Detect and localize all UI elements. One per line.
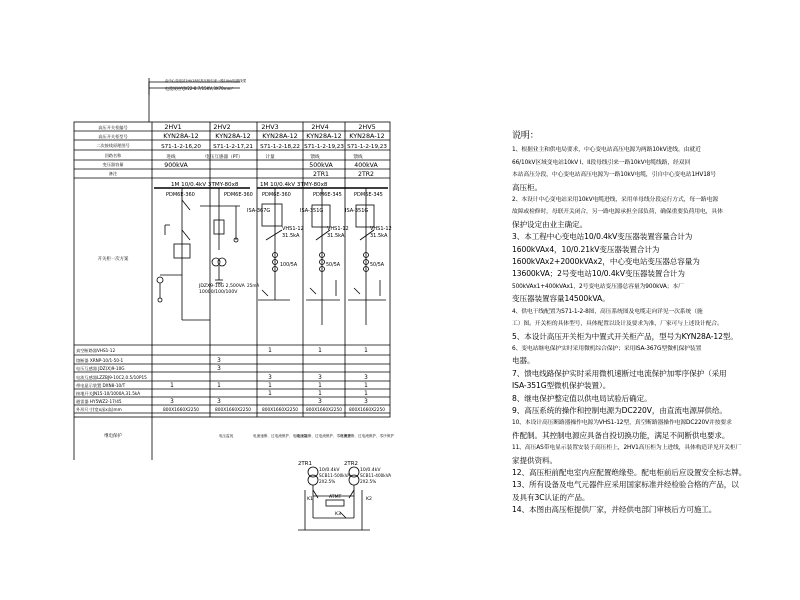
note-line: 保护设定由业主确定。 (512, 219, 587, 229)
col3-scheme: S71-1-2-18,22 (260, 144, 300, 150)
feeder-note-line1: 由中心变电站1HV18号高压柜引来一路10kV电源线缆 (165, 79, 246, 83)
tr1-spec-2: 2X2.5% (319, 479, 336, 484)
isa-label-2: ISA-351G (300, 208, 324, 214)
busbar-label-1: 1M 10/0.4kV 3TMY-80x8 (171, 182, 239, 188)
col3-code: 2HV3 (261, 123, 279, 131)
header-capacity: 变压器容量 (102, 162, 124, 167)
protection-col2: 电压监视 (218, 434, 234, 438)
equip-val-6-1: 3 (217, 399, 221, 405)
note-line: 1600kVAx4，10/0.21kV变压器装置合计为 (512, 244, 660, 254)
note-line: 66/10kV区域变电站10kV I、II段母线引来一路10kV电缆线路，经双回 (512, 159, 691, 166)
equip-name-3: 电流互感器LZZBJ9-10C2,0.5/10P15 (76, 375, 147, 380)
pt-label-2: 10000/100/100V (199, 290, 238, 295)
equip-val-0-2: 1 (268, 348, 272, 354)
incomer-circuit (157, 188, 210, 320)
equip-val-3-2: 3 (268, 375, 272, 381)
col5-capacity: 400kVA (354, 162, 378, 169)
equip-val-3-3: 3 (318, 375, 322, 381)
k3-label: K3 (335, 512, 341, 517)
equip-val-7-4: 800X1660X2250 (349, 408, 385, 413)
note-line: 1、根据业主和供电局要求，中心变电站高压电源为两路10kV进线，由就近 (512, 147, 701, 154)
tr2-label: 2TR2 (344, 461, 358, 467)
isa-label-1: ISA-367G (247, 208, 271, 214)
note-line: 12、高压柜前配电室内应配置绝缘垫。配电柜前后应设置安全标志牌。 (512, 467, 747, 477)
tr1-spec-1: SCB11-500kVA (319, 473, 351, 478)
note-line: 变压器装置容量14500kVA。 (512, 294, 610, 304)
note-line: 9、高压系统的操作和控制电源为DC220V，由直流电源屏供给。 (512, 405, 727, 415)
equip-name-1: 熔断器 XRNP-10/1-50-1 (76, 358, 124, 363)
header-remark: 备注 (108, 171, 118, 176)
vhs-label-2: VHS1-12 (327, 226, 349, 232)
equip-name-4: 带电显示装置 DXN8-10/T (76, 383, 126, 388)
col5-name: 馈线 (353, 155, 363, 160)
equip-val-5-2: 1 (268, 391, 272, 397)
col1-code: 2HV1 (164, 123, 182, 131)
note-line: 6、变电站继电保护实时采用微机综合保护；采用ISA-367G型微机保护装置 (512, 345, 702, 352)
pdm-label-3: PDM6E-360 (262, 192, 291, 198)
note-line: 工）图。开关柜的具体型号，具体配置以设计及要求为准，厂家可与上述设计配合。 (512, 321, 723, 328)
note-line: 本站高压分段，中心变电站高压电源为一路10kV电缆，引自中心变电站1HV18号 (512, 172, 717, 179)
note-line: 高压柜。 (512, 182, 542, 192)
protection-col3: 电流速断、过电流保护、电能计量 (253, 434, 307, 438)
pdm-label-4: PDM6E-345 (313, 192, 342, 198)
equip-val-4-0: 1 (170, 383, 174, 389)
note-line: 7、馈电线路保护实时采用微机速断过电流保护加零序保护（采用 (512, 368, 727, 378)
ct-label-1: 100/5A (280, 263, 298, 268)
busbar-label-2: 1M 10/0.4kV 3TMY-80x8 (260, 182, 328, 188)
note-line: 件配制。其控制电源应具备自投切换功能，满足不间断供电要求。 (512, 430, 730, 440)
equip-val-6-0: 3 (170, 399, 174, 405)
note-line: 500kVAx1+400kVAx1，2号变电站变压器总容量为900kVA；本厂 (512, 283, 684, 290)
note-line: 故障或检修时，母联开关闭合，另一路电源承担全部负荷，确保重要负荷用电，具体 (512, 209, 723, 216)
equip-val-2-1: 3 (217, 366, 221, 372)
protection-col4: 电流速断、过电流保护、零序保护 (297, 434, 351, 438)
col1-scheme: S71-1-2-16,20 (161, 144, 201, 150)
col4-code: 2HV4 (311, 123, 329, 131)
equip-val-1-1: 3 (217, 358, 221, 364)
pt-current: 25mA (247, 283, 260, 288)
equip-val-0-4: 1 (364, 348, 368, 354)
note-line: 13、所有设备及电气元器件应采用国家标准并经检验合格的产品，以 (512, 480, 739, 490)
equip-val-5-3: 1 (318, 391, 322, 397)
metering-circuit (258, 188, 290, 300)
note-line: 14、本图由高压柜提供厂家，并经供电部门审核后方可施工。 (512, 505, 717, 515)
feeder-note-line2: 电缆规格YJV22-8.7/15KV,3X70mm² (165, 86, 234, 91)
col2-scheme: S71-1-2-17,21 (213, 144, 253, 150)
equip-val-4-1: 1 (217, 383, 221, 389)
note-line: 10、本设计高压断路器操作电源为VHS1-12型，真空断路器操作电源DC220V并按要求 (512, 420, 732, 427)
vhs-label-3b: 31.5kA (370, 233, 388, 239)
col3-model: KYN28A-12 (262, 132, 298, 140)
col4-model: KYN28A-12 (306, 132, 342, 140)
vhs-label-1b: 31.5kA (282, 233, 300, 239)
note-line: 及具有3C认证的产品。 (512, 492, 590, 502)
header-scheme-no: 二次接线原理图号 (96, 143, 130, 148)
col4-remark: 2TR1 (313, 171, 329, 178)
note-line: 家提供资料。 (512, 455, 557, 465)
col5-code: 2HV5 (358, 123, 376, 131)
atmt-label: ATMT (329, 495, 342, 500)
col5-scheme: S71-1-2-19,23 (347, 144, 387, 150)
equip-val-7-2: 800X1660X2250 (262, 408, 298, 413)
tr1-spec-0: 10/0.4kV (319, 468, 340, 473)
vhs-label-2b: 31.5kA (327, 233, 345, 239)
header-circuit-name: 回路名称 (104, 153, 122, 158)
equip-name-2: 电压互感器 JDZ(X)9-10G (76, 366, 125, 371)
equip-name-5: 接地开关JN15-10/1000A,31.5kA (76, 391, 141, 396)
col2-code: 2HV2 (213, 123, 231, 131)
pdm-label-1: PDM6E-360 (166, 192, 195, 198)
isa-label-3: ISA-351G (345, 208, 369, 214)
header-cabinet-model: 高压开关柜型号 (98, 134, 128, 139)
col5-remark: 2TR2 (358, 171, 374, 178)
tr2-spec-1: SCB11-400kVA (360, 473, 392, 478)
equip-val-0-3: 1 (318, 348, 322, 354)
col2-model: KYN28A-12 (215, 132, 251, 140)
col5-model: KYN28A-12 (349, 132, 385, 140)
col1-model: KYN28A-12 (163, 132, 199, 140)
notes-panel (512, 130, 784, 517)
col3-name: 计量 (265, 155, 275, 160)
protection-label: 继电保护 (104, 434, 122, 439)
tr1-label: 2TR1 (298, 461, 312, 467)
tr2-spec-0: 10/0.4kV (360, 468, 381, 473)
notes-list (512, 144, 784, 516)
note-line: 2、本设计中心变电站采用10kV电缆进线，采用单母线分段运行方式，每一路电源 (512, 197, 718, 204)
col4-name: 馈线 (310, 155, 320, 160)
equip-val-7-3: 800X1660X2250 (306, 408, 342, 413)
pdm-label-2: PDM6E-360 (224, 192, 253, 198)
equip-val-6-4: 3 (364, 399, 368, 405)
pt-circuit (200, 188, 240, 283)
note-line: 3、本工程中心变电站10/0.4kV变压器装置容量合计为 (512, 232, 693, 242)
col4-scheme: S71-1-2-19,23 (304, 144, 344, 150)
feeder-cable (149, 78, 240, 122)
note-line: 13600kVA；2号变电站10/0.4kV变压器装置合计为 (512, 269, 685, 279)
header-cabinet-code: 高压开关柜编号 (98, 125, 128, 130)
note-line: 4、供电干线配置为S71-1-2-8图，高压系统图及电缆走向详见一次系统（施 (512, 308, 703, 315)
equip-name-7: 外形尺寸(宽x深x高)mm (76, 407, 122, 412)
note-line: 8、继电保护整定值以供电局试验后确定。 (512, 393, 652, 403)
col2-name: 电压互感器（PT） (205, 155, 243, 160)
vhs-label-1: VHS1-12 (282, 226, 304, 232)
k2-label: K2 (366, 497, 372, 502)
notes-title: 说明： (512, 131, 539, 141)
pdm-label-5: PDM6E-345 (354, 192, 383, 198)
scheme-label: 开关柜一次方案 (97, 257, 129, 262)
vhs-label-3: VHS1-12 (370, 226, 392, 232)
equip-val-4-2: 1 (268, 383, 272, 389)
k1-label: K1 (307, 497, 313, 502)
protection-col5: 电流速断、过电流保护、零序保护 (340, 434, 394, 438)
equip-val-7-0: 800X1660X2250 (163, 408, 199, 413)
note-line: 1600kVAx2+2000kVAx2，中心变电站变压器总容量为 (512, 257, 700, 267)
equip-val-3-4: 3 (364, 375, 368, 381)
note-line: 电器。 (512, 356, 535, 366)
pt-label: JDZX9-10G 2,500VA (199, 284, 245, 289)
ct-label-3: 50/5A (370, 263, 385, 268)
note-line: ISA-351G型微机保护装置）。 (512, 381, 611, 391)
equip-name-6: 避雷器 HY5WZ2-17/45 (76, 399, 122, 404)
col4-capacity: 500kVA (309, 162, 333, 169)
equip-val-7-1: 800X1660X2250 (215, 408, 251, 413)
equip-val-4-3: 1 (318, 383, 322, 389)
tr2-spec-2: 2X2.5% (360, 479, 377, 484)
col1-capacity: 900kVA (164, 162, 188, 169)
equip-name-0: 真空断路器VHS1-12 (76, 348, 116, 353)
equip-val-4-4: 1 (364, 383, 368, 389)
col1-name: 进线 (166, 155, 176, 160)
note-line: 11、高压AS带电显示装置安装于高压柜上，2HV1高压柜为上进线，具体构造详见开关柜厂 (512, 445, 742, 452)
equip-val-6-3: 3 (318, 399, 322, 405)
note-line: 5、本设计高压开关柜为中置式开关柜产品，型号为KYN28A-12型。 (512, 331, 738, 341)
equip-val-5-4: 1 (364, 391, 368, 397)
ct-label-2: 50/5A (326, 263, 341, 268)
